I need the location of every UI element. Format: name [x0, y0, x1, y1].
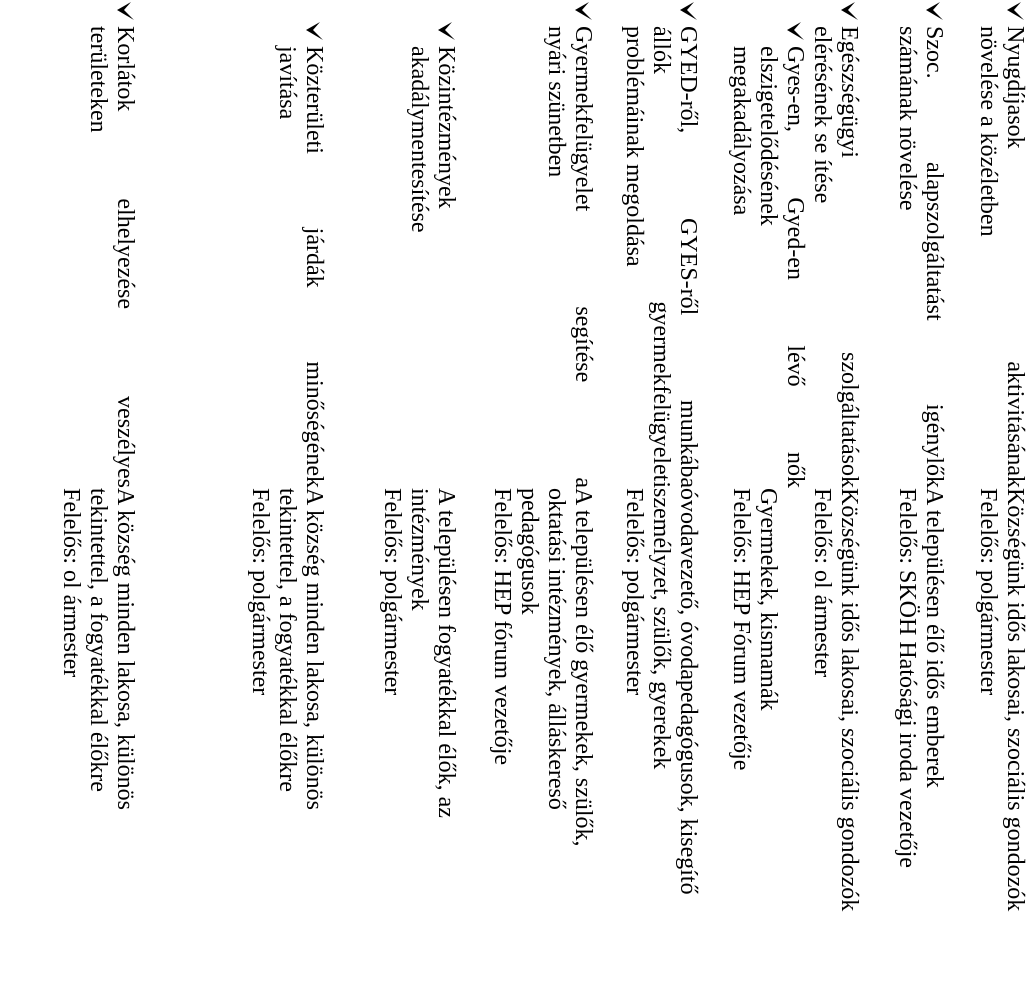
text-line: akadálymentesítése: [406, 46, 432, 233]
text-line: A településen élő idős emberek: [921, 488, 947, 788]
text-line: Közterületi járdák minőségének: [301, 46, 327, 488]
text-line: A község minden lakosa, különös: [112, 488, 138, 810]
text-line: megakadályozása: [728, 46, 754, 216]
text-line: A településen fogyatékkal élők, az: [433, 488, 459, 818]
checkmark-bullet-icon: [572, 0, 594, 22]
checkmark-bullet-icon: [1004, 0, 1026, 22]
text-line: tekintettel, a fogyatékkal élőkre: [85, 488, 111, 792]
text-line: Felelős: polgármester: [621, 488, 647, 696]
text-line: Gyes-en, Gyed-en lévő nők: [782, 46, 808, 488]
checkmark-bullet-icon: [838, 0, 860, 22]
goal-text: [893, 26, 947, 488]
goal-text: [405, 46, 459, 488]
checkmark-bullet-icon: [923, 0, 945, 22]
checkmark-bullet-icon: [784, 20, 806, 42]
goal-text: [808, 26, 862, 488]
checkmark-bullet-icon: [114, 0, 136, 22]
text-line: oktatási intézmények, álláskereső: [543, 488, 569, 810]
target-group-text: [727, 488, 781, 1008]
text-line: problémáinak megoldása: [621, 26, 647, 267]
text-line: Gyermekek, kismamák: [755, 488, 781, 711]
text-line: Felelős: polgármester: [975, 488, 1001, 696]
text-line: óvodavezető, óvodapedagógusok, kisegítő: [675, 488, 701, 895]
text-line: Szoc. alapszolgáltatást igénylők: [921, 26, 947, 488]
text-line: nyári szünetben: [543, 26, 569, 178]
text-line: Községünk idős lakosai, szociális gondozók: [836, 488, 862, 912]
text-line: Nyugdíjasok aktivitásának: [1002, 26, 1028, 488]
text-line: területeken: [85, 26, 111, 133]
checkmark-bullet-icon: [303, 20, 325, 42]
target-group-text: [974, 488, 1028, 1008]
text-line: Egészségügyi szolgáltatások: [836, 26, 862, 488]
text-line: Gyermekfelügyelet segítése a: [570, 26, 596, 488]
goal-text: [620, 26, 701, 488]
text-line: Közintézmények: [433, 46, 459, 209]
target-group-text: [893, 488, 947, 1008]
text-line: Felelős: polgármester: [379, 488, 405, 696]
text-line: Felelős: polgármester: [247, 488, 273, 696]
text-line: Korlátok elhelyezése veszélyes: [112, 26, 138, 488]
text-line: Felelős: HEP Fórum vezetője: [728, 488, 754, 771]
target-group-text: [488, 488, 596, 1008]
target-group-text: [808, 488, 862, 1008]
text-line: számának növelése: [894, 26, 920, 211]
text-line: növelése a közéletben: [975, 26, 1001, 237]
text-line: Felelős: ol ármester: [809, 488, 835, 678]
goal-text: [273, 46, 327, 488]
target-group-text: [620, 488, 701, 1008]
goal-text: [84, 26, 138, 488]
text-line: elszigetelődésének: [755, 46, 781, 226]
text-line: A község minden lakosa, különös: [301, 488, 327, 810]
target-group-text: [246, 488, 327, 1008]
target-group-text: [378, 488, 459, 1008]
text-line: elérésének se ítése: [809, 26, 835, 204]
text-line: Felelős: SKÖH Hatósági iroda vezetője: [894, 488, 920, 868]
checkmark-bullet-icon: [677, 0, 699, 22]
target-group-text: [57, 488, 138, 1008]
text-line: állók gyermekfelügyeleti: [648, 26, 674, 488]
text-line: Felelős: HEP fórum vezetője: [489, 488, 515, 766]
goal-text: [727, 46, 808, 488]
text-line: GYED-ről, GYES-ről munkába: [675, 26, 701, 488]
text-line: javítása: [274, 46, 300, 120]
text-line: tekintettel, a fogyatékkal élőkre: [274, 488, 300, 792]
checkmark-bullet-icon: [435, 20, 457, 42]
goal-text: [974, 26, 1028, 488]
text-line: pedagógusok: [516, 488, 542, 615]
goal-text: [542, 26, 596, 488]
text-line: A településen élő gyermekek, szülők,: [570, 488, 596, 847]
text-line: Községünk idős lakosai, szociális gondozók: [1002, 488, 1028, 912]
text-line: intézmények: [406, 488, 432, 611]
text-line: Felelős: ol ármester: [58, 488, 84, 678]
text-line: személyzet, szülők, gyerekek: [648, 488, 674, 770]
